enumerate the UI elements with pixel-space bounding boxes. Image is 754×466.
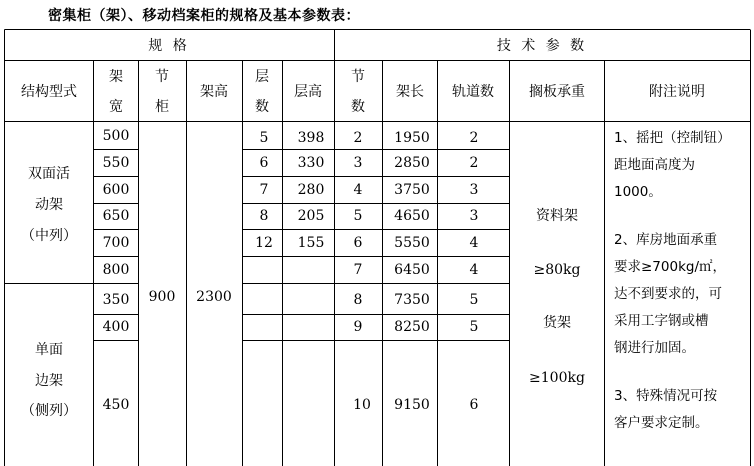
note-text: 1、摇把（控制钮） xyxy=(614,130,731,146)
tracks-cell: 4 xyxy=(469,235,479,251)
header-shelf-load: 搁板承重 xyxy=(529,84,585,100)
note-text: 距地面高度为 xyxy=(614,157,695,173)
note-text: 钢进行加固。 xyxy=(614,340,695,356)
width-cell: 500 xyxy=(102,128,130,144)
width-cell: 800 xyxy=(102,262,130,278)
sections-cell: 8 xyxy=(353,292,363,308)
note-text: 2、库房地面承重 xyxy=(614,232,718,248)
sections-cell: 6 xyxy=(353,235,363,251)
sections-cell: 10 xyxy=(353,397,371,413)
tracks-cell: 3 xyxy=(469,208,479,224)
tracks-cell: 3 xyxy=(469,182,479,198)
layers-cell: 7 xyxy=(259,182,269,198)
tracks-cell: 2 xyxy=(469,155,479,171)
note-text: 达不到要求的，可 xyxy=(614,286,722,302)
structure-single-line2: 边架 xyxy=(35,373,63,389)
note-text: 3、特殊情况可按 xyxy=(614,388,718,404)
header-structure: 结构型式 xyxy=(21,84,77,100)
width-cell: 400 xyxy=(102,319,130,335)
header-spec-group: 规 格 xyxy=(148,38,190,54)
rack-length-cell: 3750 xyxy=(394,182,430,198)
note-text: 采用工字钢或槽 xyxy=(614,313,709,329)
layers-cell: 12 xyxy=(255,235,273,251)
rack-length-cell: 2850 xyxy=(394,155,430,171)
note-text: 1000。 xyxy=(614,184,662,200)
notes-block xyxy=(614,125,750,437)
rack-height-value: 2300 xyxy=(196,289,232,305)
load-line1: 资料架 xyxy=(536,208,578,224)
rack-length-cell: 8250 xyxy=(394,319,430,335)
page-title: 密集柜（架）、移动档案柜的规格及基本参数表： xyxy=(48,8,360,24)
layers-cell: 6 xyxy=(259,155,269,171)
layer-height-cell: 155 xyxy=(297,235,325,251)
sections-cell: 4 xyxy=(353,182,363,198)
header-sections: 节数 xyxy=(351,69,365,115)
tracks-cell: 5 xyxy=(469,319,479,335)
load-line2: ≥80kg xyxy=(533,262,581,278)
tracks-cell: 4 xyxy=(469,262,479,278)
structure-single-line1: 单面 xyxy=(35,342,63,358)
sections-cell: 3 xyxy=(353,155,363,171)
layer-height-cell: 398 xyxy=(297,130,325,146)
width-cell: 600 xyxy=(102,182,130,198)
rack-length-cell: 1950 xyxy=(394,130,430,146)
note-text: 要求≥700kg/㎡， xyxy=(614,259,727,275)
header-section-cabinet: 节柜 xyxy=(155,69,169,115)
header-tracks: 轨道数 xyxy=(452,84,494,100)
width-cell: 550 xyxy=(102,155,130,171)
note-text: 客户要求定制。 xyxy=(614,415,709,431)
structure-double-line1: 双面活 xyxy=(28,166,70,182)
header-rack-length: 架长 xyxy=(396,84,424,100)
rack-length-cell: 6450 xyxy=(394,262,430,278)
sections-cell: 2 xyxy=(353,130,363,146)
header-rack-width: 架宽 xyxy=(109,69,123,115)
tracks-cell: 6 xyxy=(469,397,479,413)
sections-cell: 7 xyxy=(353,262,363,278)
layer-height-cell: 280 xyxy=(297,182,325,198)
structure-double-line2: 动架 xyxy=(35,197,63,213)
rack-length-cell: 4650 xyxy=(394,208,430,224)
header-layers: 层数 xyxy=(255,69,269,115)
load-line4: ≥100kg xyxy=(529,370,585,386)
layers-cell: 5 xyxy=(259,130,269,146)
layer-height-cell: 205 xyxy=(297,208,325,224)
rack-length-cell: 9150 xyxy=(394,397,430,413)
width-cell: 700 xyxy=(102,235,130,251)
sections-cell: 9 xyxy=(353,319,363,335)
tracks-cell: 2 xyxy=(469,130,479,146)
header-tech-group: 技 术 参 数 xyxy=(496,38,588,54)
rack-length-cell: 7350 xyxy=(394,292,430,308)
width-cell: 650 xyxy=(102,208,130,224)
section-cabinet-value: 900 xyxy=(148,289,176,305)
tracks-cell: 5 xyxy=(469,292,479,308)
layer-height-cell: 330 xyxy=(297,155,325,171)
sections-cell: 5 xyxy=(353,208,363,224)
header-notes: 附注说明 xyxy=(649,84,705,100)
load-line3: 货架 xyxy=(543,315,571,331)
layers-cell: 8 xyxy=(259,208,269,224)
structure-double-line3: （中列） xyxy=(21,228,77,244)
rack-length-cell: 5550 xyxy=(394,235,430,251)
header-layer-height: 层高 xyxy=(294,84,322,100)
structure-single-line3: （侧列） xyxy=(21,403,77,419)
header-rack-height: 架高 xyxy=(200,84,228,100)
width-cell: 350 xyxy=(102,292,130,308)
width-cell: 450 xyxy=(102,397,130,413)
